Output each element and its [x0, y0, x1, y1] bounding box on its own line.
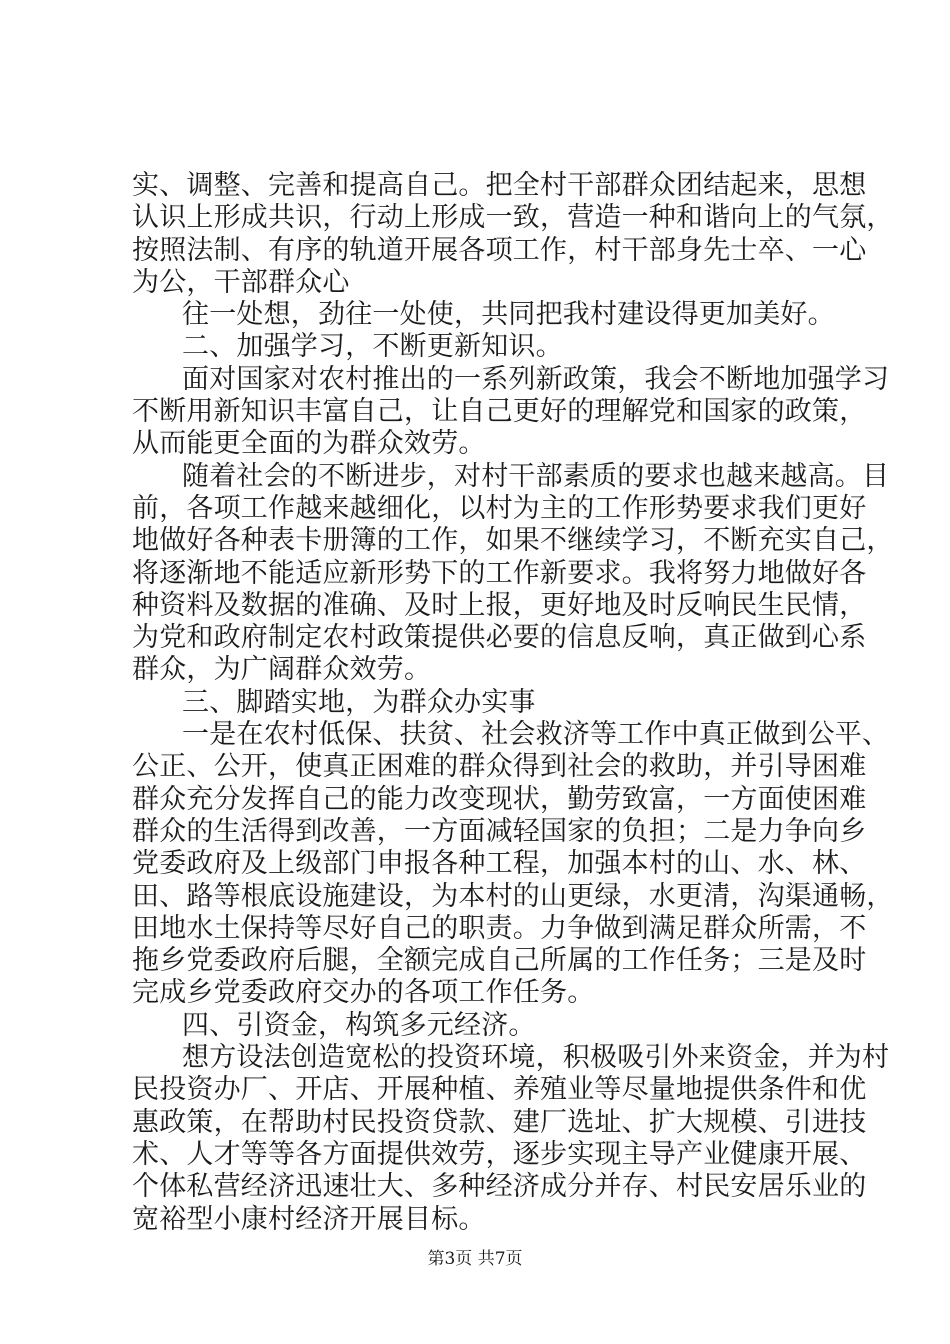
text-line: 惠政策，在帮助村民投资贷款、建厂选址、扩大规模、引进技: [132, 1106, 867, 1138]
text-line: 术、人才等等各方面提供效劳，逐步实现主导产业健康开展、: [132, 1138, 867, 1170]
section-heading: 三、脚踏实地，为群众办实事: [182, 686, 536, 718]
section-heading: 二、加强学习，不断更新知识。: [182, 331, 563, 363]
text-line: 完成乡党委政府交办的各项工作任务。: [132, 977, 595, 1009]
page-number: 第3页 共7页: [427, 1249, 523, 1269]
text-line: 宽裕型小康村经济开展目标。: [132, 1203, 486, 1235]
text-line: 为党和政府制定农村政策提供必要的信息反响，真正做到心系: [132, 622, 867, 654]
text-line: 党委政府及上级部门申报各种工程，加强本村的山、水、林、: [132, 848, 867, 880]
text-line: 将逐渐地不能适应新形势下的工作新要求。我将努力地做好各: [132, 557, 867, 589]
text-line: 一是在农村低保、扶贫、社会救济等工作中真正做到公平、: [182, 719, 890, 751]
text-line: 公正、公开，使真正困难的群众得到社会的救助，并引导困难: [132, 751, 867, 783]
text-line: 群众充分发挥自己的能力改变现状，勤劳致富，一方面使困难: [132, 783, 867, 815]
text-line: 个体私营经济迅速壮大、多种经济成分并存、村民安居乐业的: [132, 1171, 867, 1203]
text-line: 田、路等根底设施建设，为本村的山更绿，水更清，沟渠通畅，: [132, 880, 894, 912]
document-body: [132, 170, 894, 1236]
text-line: 想方设法创造宽松的投资环境，积极吸引外来资金，并为村: [182, 1042, 890, 1074]
text-line: 实、调整、完善和提高自己。把全村干部群众团结起来，思想: [132, 170, 867, 201]
text-line: 认识上形成共识，行动上形成一致，营造一种和谐向上的气氛，: [132, 202, 894, 234]
text-line: 群众，为广阔群众效劳。: [132, 654, 432, 686]
text-line: 面对国家对农村推出的一系列新政策，我会不断地加强学习: [182, 363, 890, 395]
text-line: 按照法制、有序的轨道开展各项工作，村干部身先士卒、一心: [132, 234, 867, 266]
text-line: 地做好各种表卡册簿的工作，如果不继续学习，不断充实自己，: [132, 525, 894, 557]
text-line: 田地水土保持等尽好自己的职责。力争做到满足群众所需，不: [132, 912, 867, 944]
text-line: 群众的生活得到改善，一方面减轻国家的负担；二是力争向乡: [132, 815, 867, 847]
text-line: 从而能更全面的为群众效劳。: [132, 428, 486, 460]
text-line: 拖乡党委政府后腿，全额完成自己所属的工作任务；三是及时: [132, 945, 867, 977]
text-line: 随着社会的不断进步，对村干部素质的要求也越来越高。目: [182, 460, 890, 492]
text-line: 往一处想，劲往一处使，共同把我村建设得更加美好。: [182, 299, 835, 331]
text-line: 种资料及数据的准确、及时上报，更好地及时反响民生民情，: [132, 589, 867, 621]
text-line: 民投资办厂、开店、开展种植、养殖业等尽量地提供条件和优: [132, 1074, 867, 1106]
text-line: 为公，干部群众心: [132, 266, 350, 298]
section-heading: 四、引资金，构筑多元经济。: [182, 1009, 536, 1041]
text-line: 不断用新知识丰富自己，让自己更好的理解党和国家的政策，: [132, 396, 867, 428]
text-line: 前，各项工作越来越细化，以村为主的工作形势要求我们更好: [132, 492, 867, 524]
